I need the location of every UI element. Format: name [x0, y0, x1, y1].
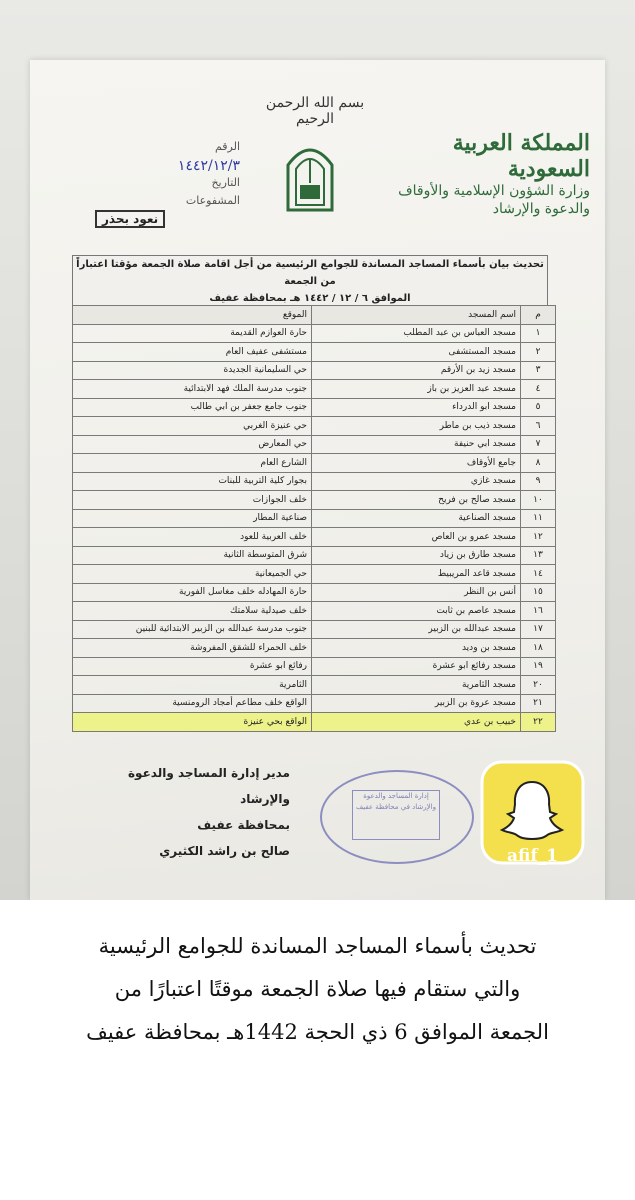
row-location: حي السليمانية الجديدة — [73, 361, 312, 380]
row-num: ٨ — [521, 454, 556, 473]
row-mosque-name: أنس بن النظر — [312, 583, 521, 602]
attachments-label: المشفوعات — [185, 194, 240, 207]
table-row — [73, 694, 556, 713]
row-location: حارة المهادله خلف مغاسل الفورية — [73, 583, 312, 602]
table-header-row — [73, 306, 556, 325]
table-row — [73, 361, 556, 380]
row-location: جنوب جامع جعفر بن ابي طالب — [73, 398, 312, 417]
row-num: ٢٢ — [521, 713, 556, 732]
row-mosque-name: مسجد قاعد المريبيط — [312, 565, 521, 584]
table-row — [73, 620, 556, 639]
row-location: الشارع العام — [73, 454, 312, 473]
ministry-name-2: والدعوة والإرشاد — [492, 201, 590, 217]
row-location: الثامرية — [73, 676, 312, 695]
header-num: م — [521, 306, 556, 325]
snapchat-handle: afif_1 — [506, 846, 559, 866]
row-location: صناعية المطار — [73, 509, 312, 528]
row-mosque-name: مسجد بن وديد — [312, 639, 521, 658]
row-num: ٢ — [521, 343, 556, 362]
row-location: حي الجميعانية — [73, 565, 312, 584]
row-num: ١١ — [521, 509, 556, 528]
official-stamp — [320, 770, 474, 864]
ministry-logo-icon — [280, 135, 340, 215]
ministry-name: وزارة الشؤون الإسلامية والأوقاف — [398, 183, 590, 199]
row-mosque-name: جامع الأوقاف — [312, 454, 521, 473]
row-num: ٦ — [521, 417, 556, 436]
row-location: شرق المتوسطة الثانية — [73, 546, 312, 565]
row-num: ١٤ — [521, 565, 556, 584]
row-mosque-name: خبيب بن عدي — [312, 713, 521, 732]
kingdom-name: المملكة العربية السعودية — [452, 130, 590, 182]
row-location: خلف الجوازات — [73, 491, 312, 510]
date-label: التاريخ — [211, 176, 240, 189]
table-row — [73, 676, 556, 695]
row-mosque-name: مسجد رفائع ابو عشرة — [312, 657, 521, 676]
row-num: ٤ — [521, 380, 556, 399]
row-location: جنوب مدرسة الملك فهد الابتدائية — [73, 380, 312, 399]
row-num: ١٩ — [521, 657, 556, 676]
row-num: ١٦ — [521, 602, 556, 621]
table-row — [73, 491, 556, 510]
table-row — [73, 509, 556, 528]
caption-line3: الجمعة الموافق 6 ذي الحجة 1442هـ بمحافظة عفيف — [86, 1020, 549, 1044]
table-row — [73, 546, 556, 565]
row-location: خلف الحمراء للشقق المفروشة — [73, 639, 312, 658]
row-num: ١٧ — [521, 620, 556, 639]
document-title-line1: تحديث بيان بأسماء المساجد المساندة للجوامع الرئيسية من أجل اقامة صلاة الجمعة مؤقتا اعتباراً من الجمعة — [76, 259, 544, 287]
caption — [20, 925, 615, 1054]
row-num: ١٣ — [521, 546, 556, 565]
row-mosque-name: مسجد عمرو بن العاص — [312, 528, 521, 547]
table-row — [73, 713, 556, 732]
row-location: خلف صيدلية سلامتك — [73, 602, 312, 621]
row-num: ٧ — [521, 435, 556, 454]
table-row — [73, 398, 556, 417]
row-num: ١٥ — [521, 583, 556, 602]
signature-title-2: بمحافظة عفيف — [197, 818, 290, 832]
row-location: حي المعارض — [73, 435, 312, 454]
document-title-line2: الموافق ٦ / ١٢ / ١٤٤٢ هـ بمحافظة عفيف — [209, 293, 411, 304]
row-mosque-name: مسجد عاصم بن ثابت — [312, 602, 521, 621]
row-location: بجوار كلية التربية للبنات — [73, 472, 312, 491]
table-row — [73, 565, 556, 584]
table-row — [73, 417, 556, 436]
row-mosque-name: مسجد ابو الدرداء — [312, 398, 521, 417]
row-num: ١٢ — [521, 528, 556, 547]
row-mosque-name: مسجد زيد بن الأرقم — [312, 361, 521, 380]
row-location: حارة العوازم القديمة — [73, 324, 312, 343]
basmala: بسم الله الرحمن الرحيم — [265, 95, 365, 127]
row-num: ٥ — [521, 398, 556, 417]
row-mosque-name: مسجد ابي حنيفة — [312, 435, 521, 454]
row-num: ٢١ — [521, 694, 556, 713]
header-name: اسم المسجد — [312, 306, 521, 325]
table-row — [73, 657, 556, 676]
row-mosque-name: مسجد المستشفى — [312, 343, 521, 362]
note-stamp: نعود بحذر — [95, 210, 165, 228]
signature-name: صالح بن راشد الكثيري — [159, 844, 290, 858]
row-num: ١٨ — [521, 639, 556, 658]
table-row — [73, 343, 556, 362]
signature-block — [75, 760, 290, 864]
row-mosque-name: مسجد صالح بن فريح — [312, 491, 521, 510]
table-row — [73, 435, 556, 454]
table-row — [73, 583, 556, 602]
row-mosque-name: مسجد عبد العزيز بن باز — [312, 380, 521, 399]
stamp-text-2: والإرشاد في محافظة عفيف — [356, 803, 436, 811]
row-num: ١٠ — [521, 491, 556, 510]
table-row — [73, 602, 556, 621]
caption-line2: والتي ستقام فيها صلاة الجمعة موقتًا اعتبارًا من — [114, 977, 521, 1001]
row-num: ٣ — [521, 361, 556, 380]
row-num: ٩ — [521, 472, 556, 491]
date-value: ١٤٤٢/١٢/٣ — [177, 158, 240, 174]
row-mosque-name: مسجد الصناعية — [312, 509, 521, 528]
caption-line1: تحديث بأسماء المساجد المساندة للجوامع الرئيسية — [98, 934, 537, 958]
header-location: الموقع — [73, 306, 312, 325]
row-location: خلف العربية للعود — [73, 528, 312, 547]
ministry-header — [390, 130, 590, 218]
row-num: ١ — [521, 324, 556, 343]
row-mosque-name: مسجد ذيب بن ماطر — [312, 417, 521, 436]
row-mosque-name: مسجد عبدالله بن الزبير — [312, 620, 521, 639]
row-location: رفائع ابو عشرة — [73, 657, 312, 676]
table-row — [73, 639, 556, 658]
row-location: الواقع خلف مطاعم أمجاد الرومنسية — [73, 694, 312, 713]
row-mosque-name: مسجد العباس بن عبد المطلب — [312, 324, 521, 343]
signature-title: مدير إدارة المساجد والدعوة والإرشاد — [127, 766, 290, 806]
row-mosque-name: مسجد عروة بن الزبير — [312, 694, 521, 713]
row-location: جنوب مدرسة عبدالله بن الزبير الابتدائية للبنين — [73, 620, 312, 639]
row-mosque-name: مسجد الثامرية — [312, 676, 521, 695]
document-title — [72, 255, 548, 307]
row-location: الواقع بحي عنيزة — [73, 713, 312, 732]
row-num: ٢٠ — [521, 676, 556, 695]
row-location: حي عنيزة الغربي — [73, 417, 312, 436]
stamp-text: إدارة المساجد والدعوة — [363, 792, 429, 800]
table-row — [73, 380, 556, 399]
ref-label: الرقم — [214, 140, 240, 153]
table-row — [73, 324, 556, 343]
table-row — [73, 528, 556, 547]
table-row — [73, 472, 556, 491]
mosques-table — [72, 305, 556, 732]
stamp-inner — [352, 790, 440, 840]
row-location: مستشفى عفيف العام — [73, 343, 312, 362]
letter-meta — [60, 140, 240, 212]
row-mosque-name: مسجد غازي — [312, 472, 521, 491]
row-mosque-name: مسجد طارق بن زياد — [312, 546, 521, 565]
table-row — [73, 454, 556, 473]
